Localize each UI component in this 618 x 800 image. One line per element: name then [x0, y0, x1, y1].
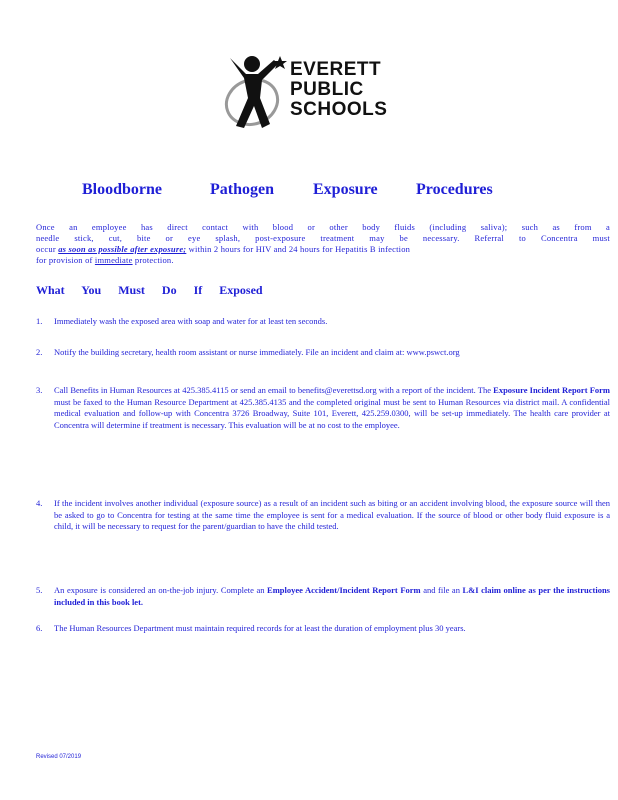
- item-text-part: and file an: [420, 585, 463, 595]
- logo-line-3: SCHOOLS: [290, 99, 388, 120]
- intro-text: protection.: [132, 255, 174, 265]
- revision-footer: Revised 07/2019: [36, 754, 82, 760]
- title-word-2: Pathogen: [210, 181, 274, 198]
- logo-line-2: PUBLIC: [290, 79, 364, 100]
- item-text: Immediately wash the exposed area with soap and water for at least ten seconds.: [54, 316, 328, 326]
- item-text-bold: Employee Accident/Incident Report Form: [267, 585, 421, 595]
- item-text-part: must be faxed to the Human Resource Department at 425.385.4135 and the completed original must be sent to Human Resources via district mail. A confidential medical evaluation and follow-up with Concentra 3726 Broadway, Suite 101, Everett, 425.259.0300, will be set-up immediately. The health care provider at Concentra will determine if treatment is necessary. This evaluation will be at no cost to the employee.: [54, 396, 610, 430]
- list-item: [36, 347, 610, 371]
- item-number: 2.: [36, 347, 43, 357]
- item-number: 5.: [36, 585, 43, 595]
- item-text: Notify the building secretary, health room assistant or nurse immediately. File an incident and claim at: www.pswct.org: [54, 347, 460, 357]
- district-logo: [222, 50, 412, 136]
- intro-emphasis: as soon as possible after exposure;: [58, 244, 187, 254]
- list-item: [36, 585, 610, 609]
- item-number: 3.: [36, 385, 43, 395]
- item-number: 1.: [36, 316, 43, 326]
- title-word-1: Bloodborne: [82, 181, 163, 198]
- item-text-part: Call Benefits in Human Resources at 425.385.4115 or send an email to benefits@everettsd.org with a report of the incident. The: [54, 385, 494, 395]
- intro-text: occur: [36, 244, 59, 254]
- list-item: [36, 623, 610, 647]
- item-text: The Human Resources Department must maintain required records for at least the duration of employment plus 30 years.: [54, 623, 466, 633]
- intro-line-1: Once an employee has direct contact with blood or other body fluids (including saliva); such as from a: [36, 222, 610, 232]
- item-text-bold: L&I claim online as per the instructions included in this book let.: [54, 585, 610, 607]
- list-item: [36, 498, 610, 546]
- intro-text: for provision of: [36, 255, 95, 265]
- title-word-3: Exposure: [313, 181, 378, 198]
- list-item: [36, 316, 610, 328]
- item-number: 6.: [36, 623, 43, 633]
- item-text: [54, 385, 610, 431]
- item-text: If the incident involves another individual (exposure source) as a result of an incident such as biting or an accident involving blood, the exposure source will then be asked to go to Concentra for testing at the same time the employee is sent for a medical evaluation. If the source of blood or other body fluid exposure is a child, it will be necessary to request for the parent/guardian to have the child tested.: [54, 498, 610, 531]
- item-text-bold: Exposure Incident Report Form: [493, 385, 611, 395]
- title-word-4: Procedures: [416, 181, 493, 198]
- intro-line-4: [36, 255, 610, 266]
- logo-line-1: EVERETT: [290, 59, 382, 80]
- item-text: [54, 585, 610, 608]
- intro-underline: immediate: [94, 255, 133, 265]
- item-number: 4.: [36, 498, 43, 508]
- list-item: [36, 385, 610, 457]
- item-text-part: An exposure is considered an on-the-job injury. Complete an: [54, 585, 268, 595]
- intro-paragraph: [36, 222, 610, 266]
- intro-text: within 2 hours for HIV and 24 hours for Hepatitis B infection: [186, 244, 411, 254]
- logo-figure-icon: [222, 50, 292, 136]
- intro-line-2: needle stick, cut, bite or eye splash, post-exposure treatment may be necessary. Referral to Concentra must: [36, 233, 610, 243]
- intro-line-3: [36, 244, 610, 255]
- section-heading: What You Must Do If Exposed: [36, 283, 263, 297]
- logo-text: [290, 60, 387, 120]
